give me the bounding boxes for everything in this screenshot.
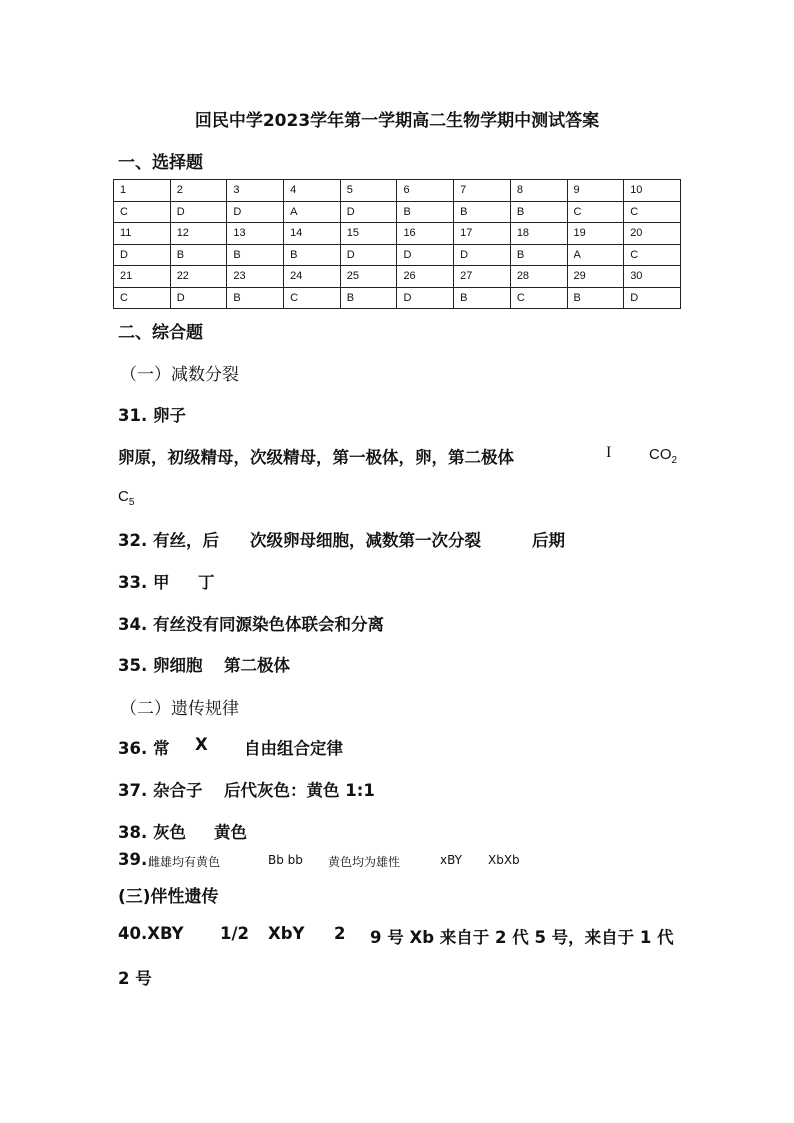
- answer-38-a: 38. 灰色: [118, 823, 186, 842]
- question-number-cell: 19: [567, 223, 624, 245]
- question-number-cell: 15: [340, 223, 397, 245]
- question-number-cell: 12: [170, 223, 227, 245]
- question-number-cell: 17: [454, 223, 511, 245]
- answer-40-c: XbY: [268, 924, 305, 943]
- question-number-cell: 1: [114, 180, 171, 202]
- answer-cell: B: [397, 201, 454, 223]
- answer-cell: B: [567, 287, 624, 309]
- answer-32-a: 32. 有丝，后: [118, 531, 219, 550]
- question-number-cell: 21: [114, 266, 171, 288]
- answer-cell: B: [227, 287, 284, 309]
- question-number-cell: 24: [284, 266, 341, 288]
- table-row-numbers: [114, 266, 681, 288]
- answer-cell: C: [624, 201, 681, 223]
- answer-cell: D: [397, 244, 454, 266]
- question-number-cell: 23: [227, 266, 284, 288]
- answer-31: 31. 卵子: [118, 406, 186, 425]
- answer-40-e: 9 号 Xb 来自于 2 代 5 号，来自于 1 代: [370, 928, 674, 947]
- answer-cell: C: [114, 287, 171, 309]
- answer-39-number: 39.: [118, 850, 148, 869]
- answer-31-detail: 卵原，初级精母，次级精母，第一极体，卵，第二极体: [118, 448, 514, 467]
- answer-cell: D: [340, 244, 397, 266]
- table-row-answers: [114, 287, 681, 309]
- part-heading-meiosis: （一）减数分裂: [120, 365, 239, 385]
- answer-cell: D: [624, 287, 681, 309]
- answer-cell: D: [114, 244, 171, 266]
- answer-37-a: 37. 杂合子: [118, 781, 203, 800]
- answer-cell: D: [227, 201, 284, 223]
- question-number-cell: 10: [624, 180, 681, 202]
- answer-39-e: XbXb: [488, 853, 520, 867]
- answer-cell: B: [284, 244, 341, 266]
- answer-cell: D: [170, 287, 227, 309]
- question-number-cell: 9: [567, 180, 624, 202]
- answer-31-extra-i: I: [606, 444, 612, 461]
- question-number-cell: 6: [397, 180, 454, 202]
- question-number-cell: 8: [510, 180, 567, 202]
- answer-39-b: Bb bb: [268, 853, 303, 867]
- question-number-cell: 5: [340, 180, 397, 202]
- page-title: 回民中学2023学年第一学期高二生物学期中测试答案: [194, 111, 600, 131]
- answer-cell: A: [567, 244, 624, 266]
- answer-cell: C: [510, 287, 567, 309]
- answer-31-extra-co2: $CO_2$: [649, 446, 678, 466]
- answer-35-b: 第二极体: [224, 656, 290, 675]
- answer-37-b: 后代灰色：黄色 1:1: [224, 781, 375, 800]
- question-number-cell: 11: [114, 223, 171, 245]
- answer-40-b: 1/2: [220, 924, 249, 943]
- answer-40-f: 2 号: [118, 969, 152, 988]
- part-heading-sex-linked: (三)伴性遗传: [118, 887, 219, 907]
- question-number-cell: 13: [227, 223, 284, 245]
- table-row-numbers: [114, 180, 681, 202]
- answer-cell: C: [284, 287, 341, 309]
- answer-cell: B: [340, 287, 397, 309]
- table-row-answers: [114, 244, 681, 266]
- answer-cell: D: [397, 287, 454, 309]
- question-number-cell: 7: [454, 180, 511, 202]
- answer-cell: C: [567, 201, 624, 223]
- answer-cell: A: [284, 201, 341, 223]
- question-number-cell: 25: [340, 266, 397, 288]
- answer-cell: C: [624, 244, 681, 266]
- answer-38-b: 黄色: [214, 823, 247, 842]
- answer-39-d: xBY: [440, 853, 463, 867]
- answer-cell: B: [454, 201, 511, 223]
- answer-36-b: X: [195, 735, 208, 754]
- answer-36-a: 36. 常: [118, 739, 170, 758]
- answer-cell: B: [227, 244, 284, 266]
- answer-cell: B: [510, 244, 567, 266]
- section-heading-choice: 一、选择题: [118, 153, 203, 173]
- question-number-cell: 4: [284, 180, 341, 202]
- answer-cell: C: [114, 201, 171, 223]
- answer-39-a: 雌雄均有黄色: [148, 855, 221, 869]
- question-number-cell: 16: [397, 223, 454, 245]
- answer-33-b: 丁: [198, 573, 215, 592]
- question-number-cell: 2: [170, 180, 227, 202]
- answer-35-a: 35. 卵细胞: [118, 656, 203, 675]
- answer-cell: B: [510, 201, 567, 223]
- question-number-cell: 20: [624, 223, 681, 245]
- question-number-cell: 26: [397, 266, 454, 288]
- answer-cell: B: [454, 287, 511, 309]
- table-row-numbers: [114, 223, 681, 245]
- answer-40-a: 40.XBY: [118, 924, 184, 943]
- answer-cell: B: [170, 244, 227, 266]
- table-row-answers: [114, 201, 681, 223]
- answer-32-b: 次级卵母细胞，减数第一次分裂: [250, 531, 481, 550]
- section-heading-comprehensive: 二、综合题: [118, 323, 203, 343]
- answer-table: [113, 179, 681, 309]
- question-number-cell: 29: [567, 266, 624, 288]
- answer-32-c: 后期: [532, 531, 565, 550]
- part-heading-genetics: （二）遗传规律: [120, 699, 239, 719]
- answer-cell: D: [454, 244, 511, 266]
- question-number-cell: 30: [624, 266, 681, 288]
- answer-31-extra-c5: $C_5$: [118, 488, 135, 508]
- question-number-cell: 18: [510, 223, 567, 245]
- question-number-cell: 27: [454, 266, 511, 288]
- answer-cell: D: [340, 201, 397, 223]
- question-number-cell: 22: [170, 266, 227, 288]
- question-number-cell: 28: [510, 266, 567, 288]
- answer-34: 34. 有丝没有同源染色体联会和分离: [118, 615, 384, 634]
- answer-40-d: 2: [334, 924, 346, 943]
- answer-36-c: 自由组合定律: [244, 739, 343, 758]
- answer-39-c: 黄色均为雄性: [328, 855, 401, 869]
- question-number-cell: 14: [284, 223, 341, 245]
- answer-33-a: 33. 甲: [118, 573, 170, 592]
- answer-cell: D: [170, 201, 227, 223]
- question-number-cell: 3: [227, 180, 284, 202]
